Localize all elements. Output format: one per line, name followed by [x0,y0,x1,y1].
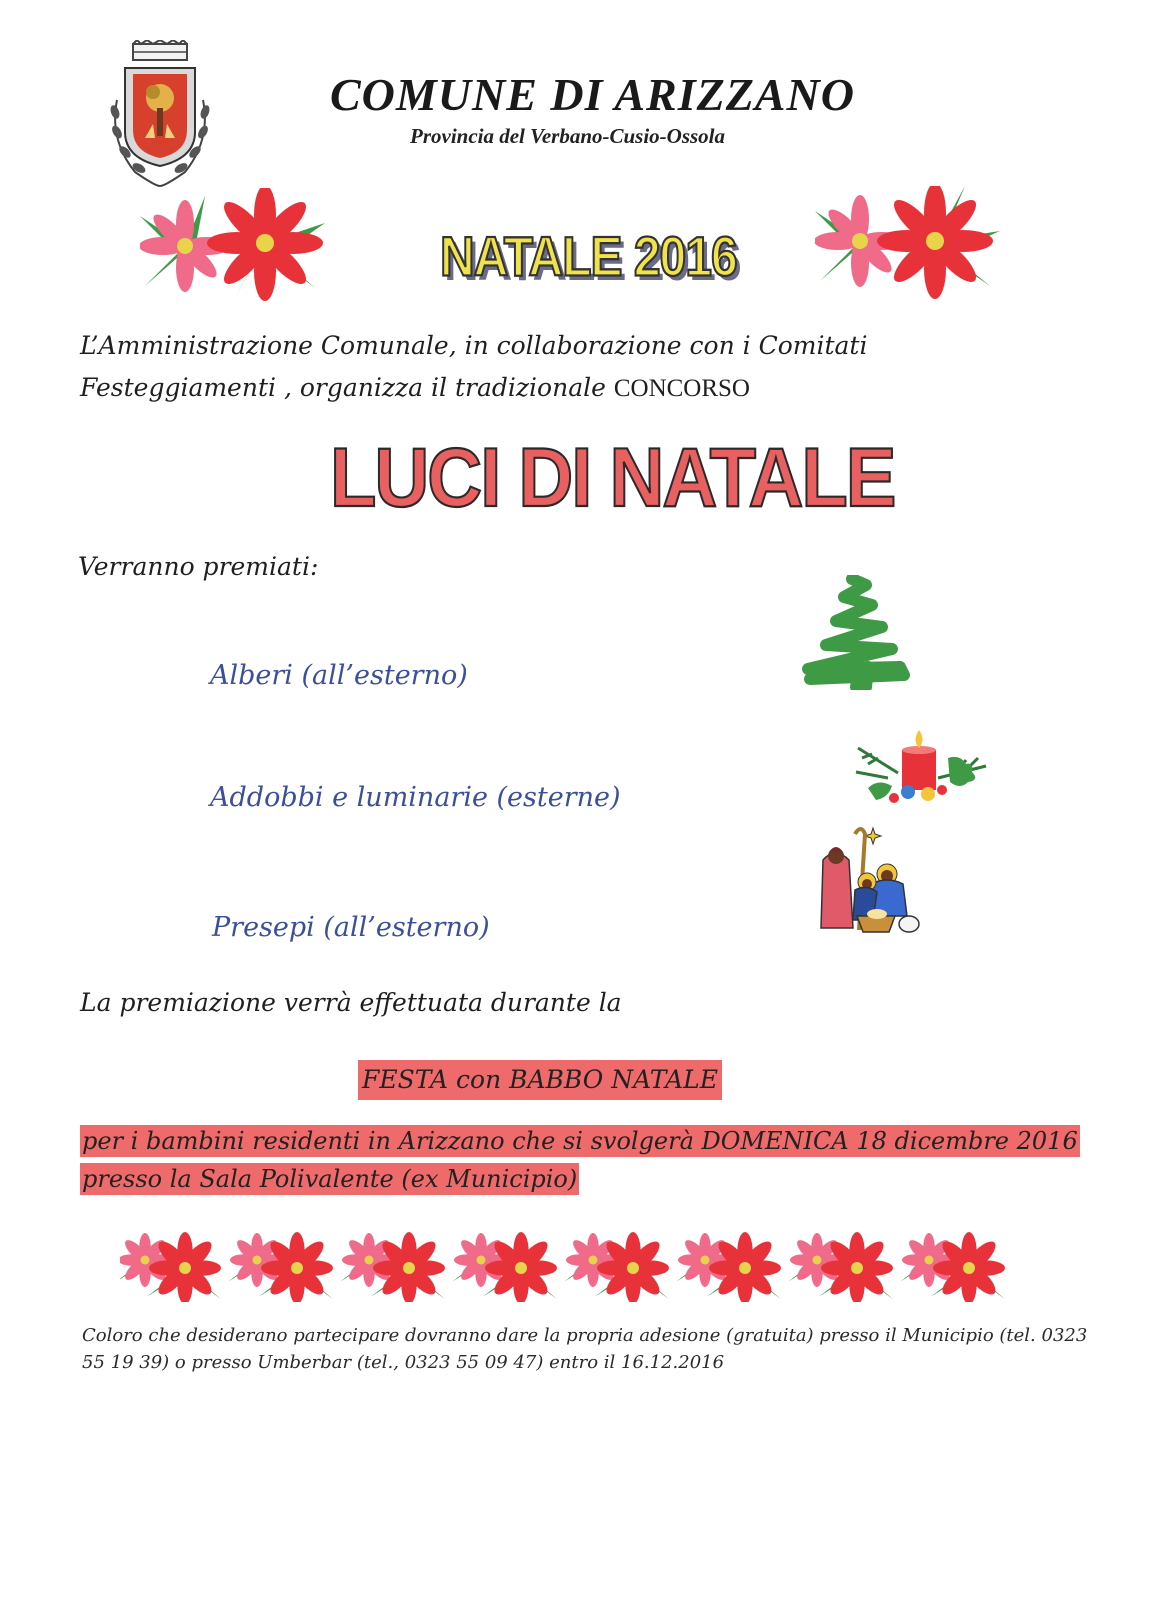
contest-title: LUCI DI NATALE [330,431,895,525]
party-details-text: per i bambini residenti in Arizzano che si svolgerà DOMENICA 18 dicembre 2016 presso la Sala Polivalente (ex Municipio) [82,1127,1078,1193]
intro-line: L’Amministrazione Comunale, in collaborazione con i Comitati [80,331,868,360]
intro-line [80,367,1100,410]
advent-candle-icon [848,728,993,813]
footer-note: Coloro che desiderano partecipare dovranno dare la propria adesione (gratuita) presso il Municipio (tel. 0323 55 19 39) o presso Umberbar (tel., 0323 55 09 47) entro il 16.12.2016 [82,1325,1088,1373]
ceremony-text: La premiazione verrà effettuata durante la [80,988,622,1017]
event-title: NATALE 2016 [440,227,737,289]
intro-paragraph [80,325,1100,410]
party-title: FESTA con BABBO NATALE [358,1060,722,1100]
party-details [80,1122,1085,1198]
intro-text: Festeggiamenti , organizza il tradizionale [80,373,614,402]
nativity-scene-icon [815,820,930,940]
award-item-trees: Alberi (all’esterno) [210,660,468,691]
christmas-tree-icon [800,575,915,690]
awards-heading: Verranno premiati: [78,552,319,581]
coat-of-arms-icon [105,40,215,190]
municipality-title: COMUNE DI ARIZZANO [330,69,855,120]
award-item-nativity: Presepi (all’esterno) [212,912,490,943]
contest-word: CONCORSO [613,375,750,402]
province-subtitle: Provincia del Verbano-Cusio-Ossola [410,124,726,148]
award-item-decorations: Addobbi e luminarie (esterne) [210,782,621,813]
poinsettia-icon [140,188,340,308]
poinsettia-icon [815,186,1015,306]
poinsettia-garland-icon [120,1232,1030,1302]
